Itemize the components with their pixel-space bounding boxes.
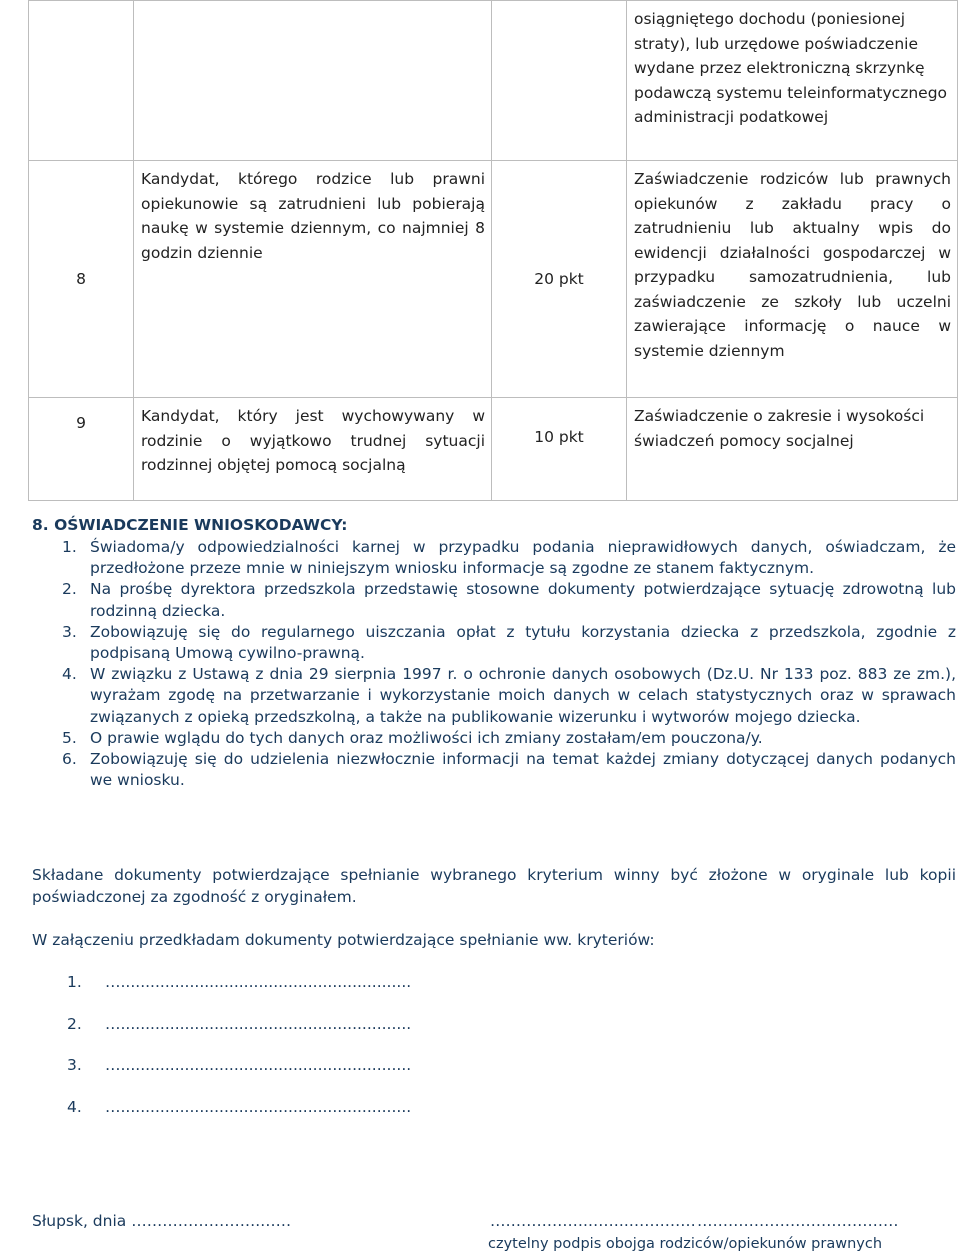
table-row xyxy=(29,161,958,398)
declaration-list xyxy=(32,537,956,791)
list-item xyxy=(32,728,956,749)
table-cell xyxy=(134,398,492,501)
item-text: Zobowiązuję się do udzielenia niezwłocznie informacji na temat każdej zmiany dotyczącej danych podanych we wniosku. xyxy=(90,750,956,790)
list-item xyxy=(32,622,956,664)
item-number: 4. xyxy=(67,1098,82,1116)
fill-line: …........................................................... xyxy=(105,1098,412,1116)
item-number: 6. xyxy=(62,750,77,769)
item-text: Zobowiązuję się do regularnego uiszczania opłat z tytułu korzystania dziecka z przedszkola, zgodnie z podpisaną Umową cywilno-prawną. xyxy=(90,622,956,663)
place-date-field: Słupsk, dnia …………………….…… xyxy=(32,1212,292,1230)
list-item xyxy=(32,537,956,579)
fill-line: …........................................................... xyxy=(105,1056,412,1074)
criterion-text: Kandydat, którego rodzice lub prawni opiekunowie są zatrudnieni lub pobierają naukę w systemie dziennym, co najmniej 8 godzin dziennie xyxy=(141,170,485,262)
section-heading: 8. OŚWIADCZENIE WNIOSKODAWCY: xyxy=(32,516,348,534)
document-cell-text: Zaświadczenie rodziców lub prawnych opiekunów z zakładu pracy o zatrudnieniu lub aktualny wpis do ewidencji działalności gospodarczej w przypadku samozatrudnienia, lub zaświadczenie ze szkoły lub uczelni zawierające informację o nauce w systemie dziennym xyxy=(634,170,951,360)
criteria-table xyxy=(28,0,958,501)
item-text: Świadoma/y odpowiedzialności karnej w przypadku podania nieprawidłowych danych, oświadczam, że przedłożone przeze mnie w niniejszym wniosku informacje są zgodne ze stanem faktycznym. xyxy=(90,538,956,578)
list-item xyxy=(32,579,956,621)
item-number: 5. xyxy=(62,728,77,747)
item-number: 1. xyxy=(62,538,77,556)
item-number: 3. xyxy=(62,622,77,641)
attachment-line xyxy=(67,973,411,991)
item-number: 2. xyxy=(67,1015,82,1033)
signature-line: ……………….……..…….…… xyxy=(490,1212,696,1230)
row-number: 9 xyxy=(29,398,134,501)
table-cell xyxy=(492,1,627,161)
fill-line: …........................................................... xyxy=(105,1015,412,1033)
attachment-line xyxy=(67,1098,411,1116)
item-number: 3. xyxy=(67,1056,82,1074)
table-cell xyxy=(134,161,492,398)
item-text: W związku z Ustawą z dnia 29 sierpnia 1997 r. o ochronie danych osobowych (Dz.U. Nr 133 poz. 883 ze zm.), wyrażam zgodę na przetwarzanie i wykorzystanie moich danych w celach statystycznych oraz w sprawach związanych z opieką przedszkolną, a także na publikowanie wizerunku i wytworów mojego dziecka. xyxy=(90,665,956,726)
documents-note: Składane dokumenty potwierdzające spełnianie wybranego kryterium winny być złożone w oryginale lub kopii poświadczonej za zgodność z oryginałem. xyxy=(32,866,956,906)
table-cell xyxy=(134,1,492,161)
attachments-intro: W załączeniu przedkładam dokumenty potwierdzające spełnianie ww. kryteriów: xyxy=(32,931,655,949)
document-cell-text: osiągniętego dochodu (poniesionej straty), lub urzędowe poświadczenie wydane przez elektroniczną skrzynkę podawczą systemu teleinformatycznego administracji podatkowej xyxy=(634,10,948,126)
table-cell xyxy=(627,398,958,501)
table-cell xyxy=(627,161,958,398)
attachment-line xyxy=(67,1056,411,1074)
item-number: 1. xyxy=(67,973,82,991)
signature-line: ………………………………… xyxy=(697,1212,899,1230)
document-cell-text: Zaświadczenie o zakresie i wysokości świadczeń pomocy socjalnej xyxy=(634,407,925,450)
list-item xyxy=(32,749,956,791)
points-value: 10 pkt xyxy=(492,398,627,501)
table-row xyxy=(29,398,958,501)
signature-caption: czytelny podpis obojga rodziców/opiekunów prawnych xyxy=(488,1236,883,1252)
item-number: 4. xyxy=(62,665,77,684)
table-row xyxy=(29,1,958,161)
fill-line: …........................................................... xyxy=(105,973,412,991)
points-value: 20 pkt xyxy=(492,161,627,398)
item-text: O prawie wglądu do tych danych oraz możliwości ich zmiany zostałam/em pouczona/y. xyxy=(90,728,763,747)
criterion-text: Kandydat, który jest wychowywany w rodzinie o wyjątkowo trudnej sytuacji rodzinnej objętej pomocą socjalną xyxy=(141,407,485,474)
item-number: 2. xyxy=(62,580,77,599)
table-cell xyxy=(627,1,958,161)
table-cell xyxy=(29,1,134,161)
item-text: Na prośbę dyrektora przedszkola przedstawię stosowne dokumenty potwierdzające sytuację zdrowotną lub rodzinną dziecka. xyxy=(90,580,956,620)
list-item xyxy=(32,664,956,728)
attachment-line xyxy=(67,1015,411,1033)
row-number: 8 xyxy=(29,161,134,398)
